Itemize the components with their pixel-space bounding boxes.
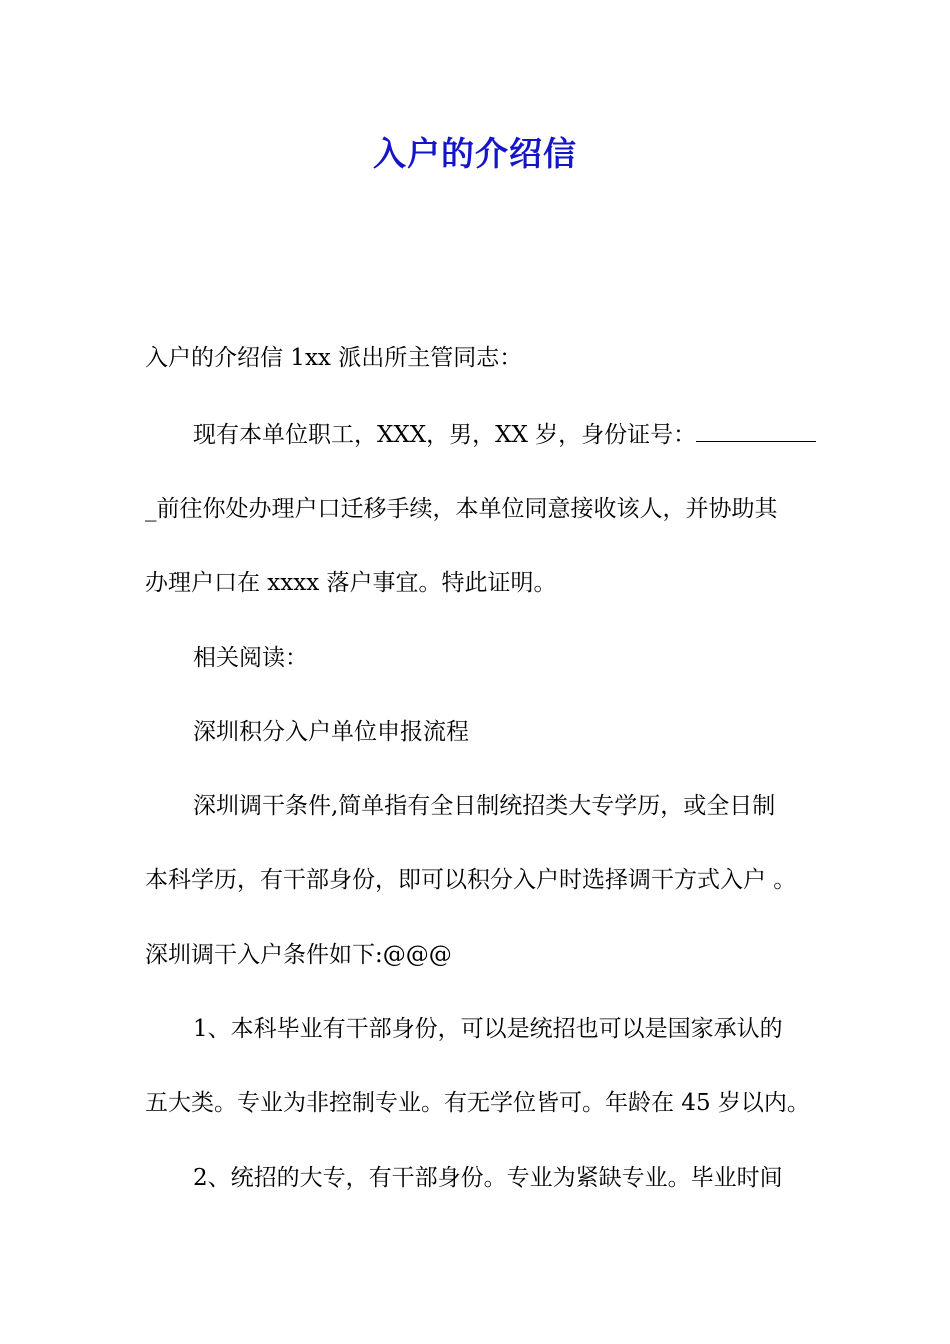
paragraph-1-text: 现有本单位职工，XXX，男，XX 岁，身份证号： bbox=[193, 422, 697, 448]
paragraph-2-line-2: 本科学历，有干部身份，即可以积分入户时选择调干方式入户 。 bbox=[145, 867, 797, 893]
id-number-blank bbox=[696, 423, 816, 442]
item-1-line-2: 五大类。专业为非控制专业。有无学位皆可。年龄在 45 岁以内。 bbox=[145, 1090, 810, 1116]
salutation-line: 入户的介绍信 1xx 派出所主管同志： bbox=[145, 345, 523, 371]
paragraph-2-line-1: 深圳调干条件,简单指有全日制统招类大专学历，或全日制 bbox=[193, 793, 776, 819]
document-title: 入户的介绍信 bbox=[373, 134, 577, 173]
paragraph-1-line-3: 办理户口在 xxxx 落户事宜。特此证明。 bbox=[145, 570, 557, 596]
related-article-title: 深圳积分入户单位申报流程 bbox=[193, 719, 469, 745]
item-1-line-1: 1、本科毕业有干部身份，可以是统招也可以是国家承认的 bbox=[193, 1016, 783, 1042]
related-reading-label: 相关阅读： bbox=[193, 645, 308, 671]
item-2-line-1: 2、统招的大专，有干部身份。专业为紧缺专业。毕业时间 bbox=[193, 1165, 783, 1191]
paragraph-2-line-3: 深圳调干入户条件如下:@@@ bbox=[145, 942, 452, 968]
paragraph-1-line-2: _前往你处办理户口迁移手续，本单位同意接收该人，并协助其 bbox=[145, 496, 778, 522]
paragraph-1-line-1 bbox=[193, 420, 813, 450]
